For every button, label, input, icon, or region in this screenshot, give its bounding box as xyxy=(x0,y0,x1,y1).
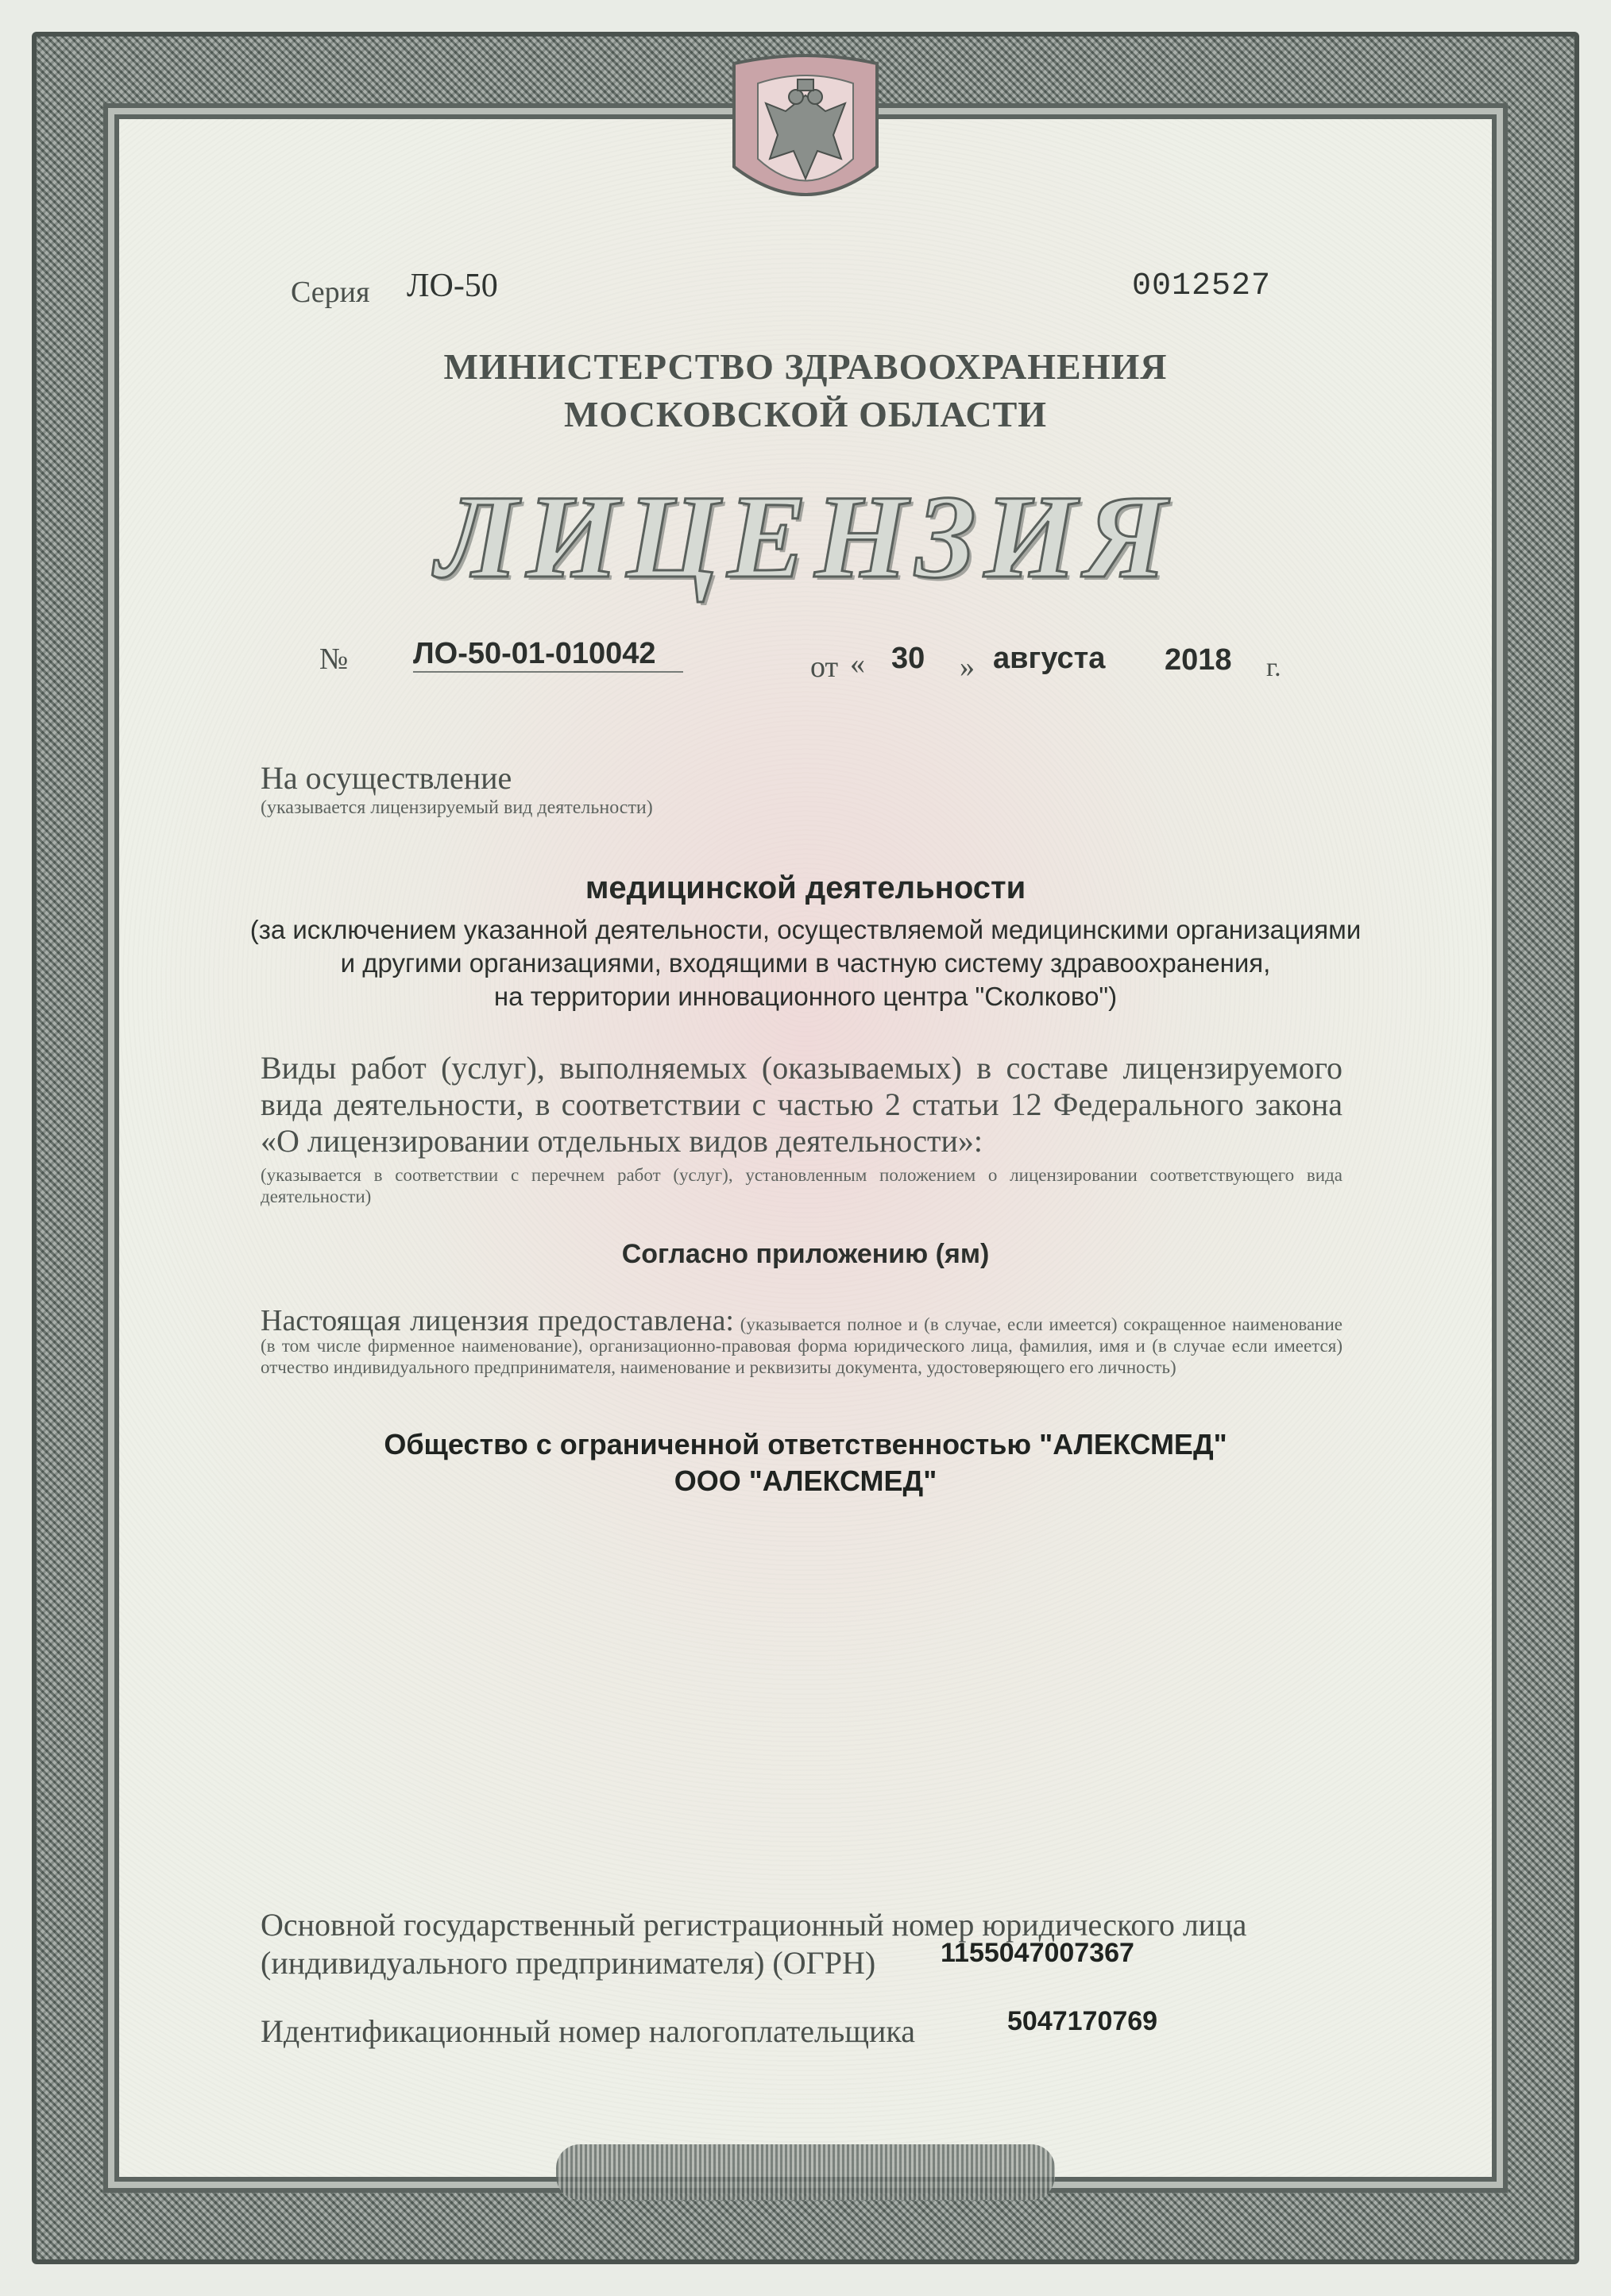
inn-value: 5047170769 xyxy=(1007,2006,1158,2036)
ogrn-label-line-2: (индивидуального предпринимателя) (ОГРН) xyxy=(261,1945,876,1981)
license-year: 2018 xyxy=(1165,643,1232,677)
granted-lead: Настоящая лицензия предоставлена: xyxy=(261,1304,734,1337)
granted-block xyxy=(261,1304,1343,1378)
issuer-line-1: МИНИСТЕРСТВО ЗДРАВООХРАНЕНИЯ xyxy=(443,346,1168,387)
license-number: ЛО-50-01-010042 xyxy=(413,637,683,673)
licensee-full-name: Общество с ограниченной ответственностью "АЛЕКСМЕД" xyxy=(384,1428,1227,1461)
activity-name: медицинской деятельности xyxy=(585,870,1026,905)
series-value: ЛО-50 xyxy=(407,268,498,304)
activity-hint: (указывается лицензируемый вид деятельности) xyxy=(261,797,653,818)
issuer-name xyxy=(238,343,1373,438)
series-label: Серия xyxy=(291,276,370,309)
works-description: Виды работ (услуг), выполняемых (оказываемых) в составе лицензируемого вида деятельности, в соответствии с частью 2 статьи 12 Федерального закона «О лицензировании отдельных видов деятельности»: xyxy=(261,1050,1342,1159)
document-title: ЛИЦЕНЗИЯ xyxy=(436,471,1175,603)
works-value: Согласно приложению (ям) xyxy=(621,1239,990,1269)
licensee-short-name: ООО "АЛЕКСМЕД" xyxy=(674,1464,937,1497)
activity-note xyxy=(238,913,1373,1013)
issuer-line-2: МОСКОВСКОЙ ОБЛАСТИ xyxy=(563,394,1048,434)
ogrn-label xyxy=(261,1906,1342,1982)
granted-hint: (указывается полное и (в случае, если имеется) сокращенное наименование (в том числе фирменное наименование), организационно-правовая форма юридического лица, фамилия, имя и (в случае если имеется) отчество индивидуального предпринимателя, наименование и реквизиты документа, удостоверяющего его личность) xyxy=(261,1314,1343,1377)
number-sign: № xyxy=(319,642,349,676)
inn-label: Идентификационный номер налогоплательщика xyxy=(261,2013,916,2049)
quote-open: « xyxy=(850,647,865,681)
date-from-label: от xyxy=(810,650,839,684)
coat-of-arms-emblem xyxy=(710,48,901,222)
quote-close: » xyxy=(960,650,975,684)
blank-number: 0012527 xyxy=(1132,268,1272,304)
license-month: августа xyxy=(993,642,1106,675)
frame-bottom-ornament xyxy=(556,2144,1055,2200)
activity-note-line-3: на территории инновационного центра "Сколково") xyxy=(493,982,1118,1011)
ogrn-value: 1155047007367 xyxy=(941,1938,1134,1968)
licensee-name xyxy=(238,1426,1373,1499)
activity-intro: На осуществление xyxy=(261,760,512,796)
activity-note-line-1: (за исключением указанной деятельности, осуществляемой медицинскими организациями xyxy=(249,915,1362,944)
ogrn-label-line-1: Основной государственный регистрационный номер юридического лица xyxy=(261,1907,1247,1943)
year-suffix: г. xyxy=(1266,653,1281,682)
license-day: 30 xyxy=(891,642,925,675)
works-hint: (указывается в соответствии с перечнем работ (услуг), установленным положением о лицензировании соответствующего вида деятельности) xyxy=(261,1165,1342,1206)
activity-note-line-2: и другими организациями, входящими в частную систему здравоохранения, xyxy=(340,948,1271,978)
